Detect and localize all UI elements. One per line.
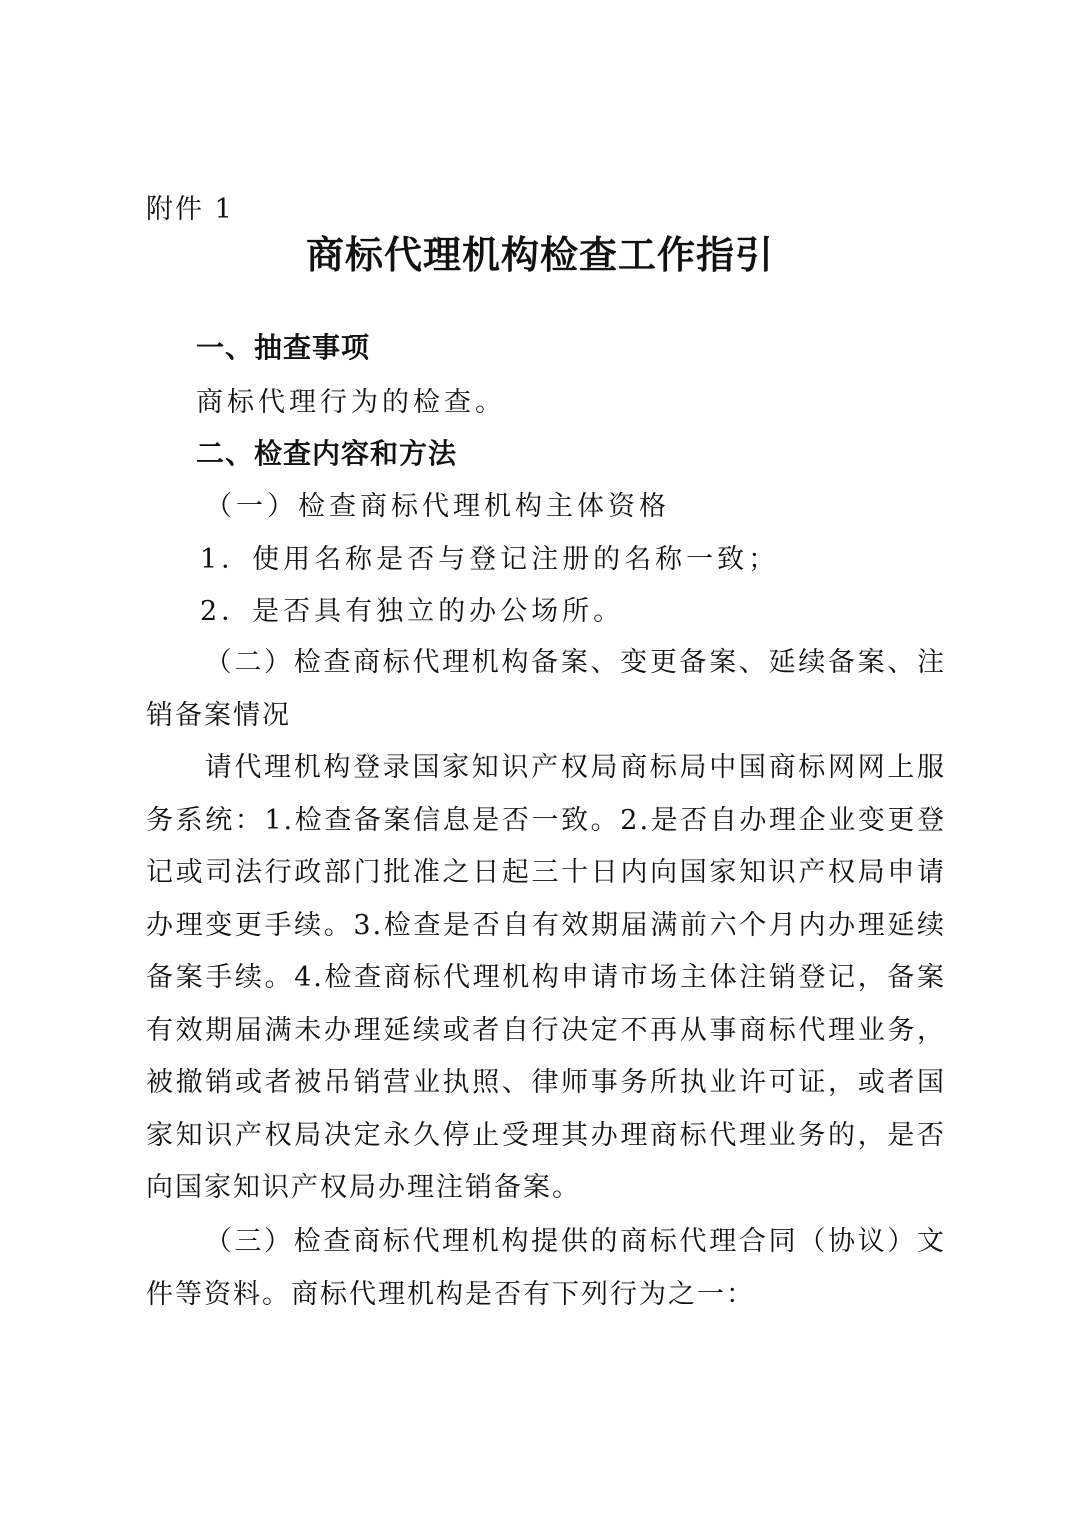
annex-label: 附件 1 <box>146 194 234 225</box>
subsection-heading-filing <box>146 637 946 742</box>
subsection-heading-qualification: （一）检查商标代理机构主体资格 <box>205 491 670 522</box>
section-text-inspection-items: 商标代理行为的检查。 <box>196 387 506 418</box>
list-item-office-premises: 2．是否具有独立的办公场所。 <box>200 596 625 627</box>
document-title: 商标代理机构检查工作指引 <box>305 233 774 277</box>
subsection-heading-filing-text: （二）检查商标代理机构备案、变更备案、延续备案、注销备案情况 <box>146 647 946 731</box>
list-item-name-consistency: 1．使用名称是否与登记注册的名称一致； <box>200 544 780 575</box>
filing-check-paragraph-text: 请代理机构登录国家知识产权局商标局中国商标网网上服务系统：1.检查备案信息是否一致。2.是否自办理企业变更登记或司法行政部门批准之日起三十日内向国家知识产权局申请办理变更手续。3.检查是否自有效期届满前六个月内办理延续备案手续。4.检查商标代理机构申请市场主体注销登记，备案有效期届满未办理延续或者自行决定不再从事商标代理业务，被撤销或者被吊销营业执照、律师事务所执业许可证，或者国家知识产权局决定永久停止受理其办理商标代理业务的，是否向国家知识产权局办理注销备案。 <box>146 752 946 1203</box>
filing-check-paragraph <box>146 742 946 1215</box>
section-heading-content-methods: 二、检查内容和方法 <box>196 437 458 470</box>
contract-check-paragraph <box>146 1216 946 1321</box>
contract-check-paragraph-text: （三）检查商标代理机构提供的商标代理合同（协议）文件等资料。商标代理机构是否有下列行为之一： <box>146 1226 946 1310</box>
section-heading-inspection-items: 一、抽查事项 <box>196 331 371 364</box>
